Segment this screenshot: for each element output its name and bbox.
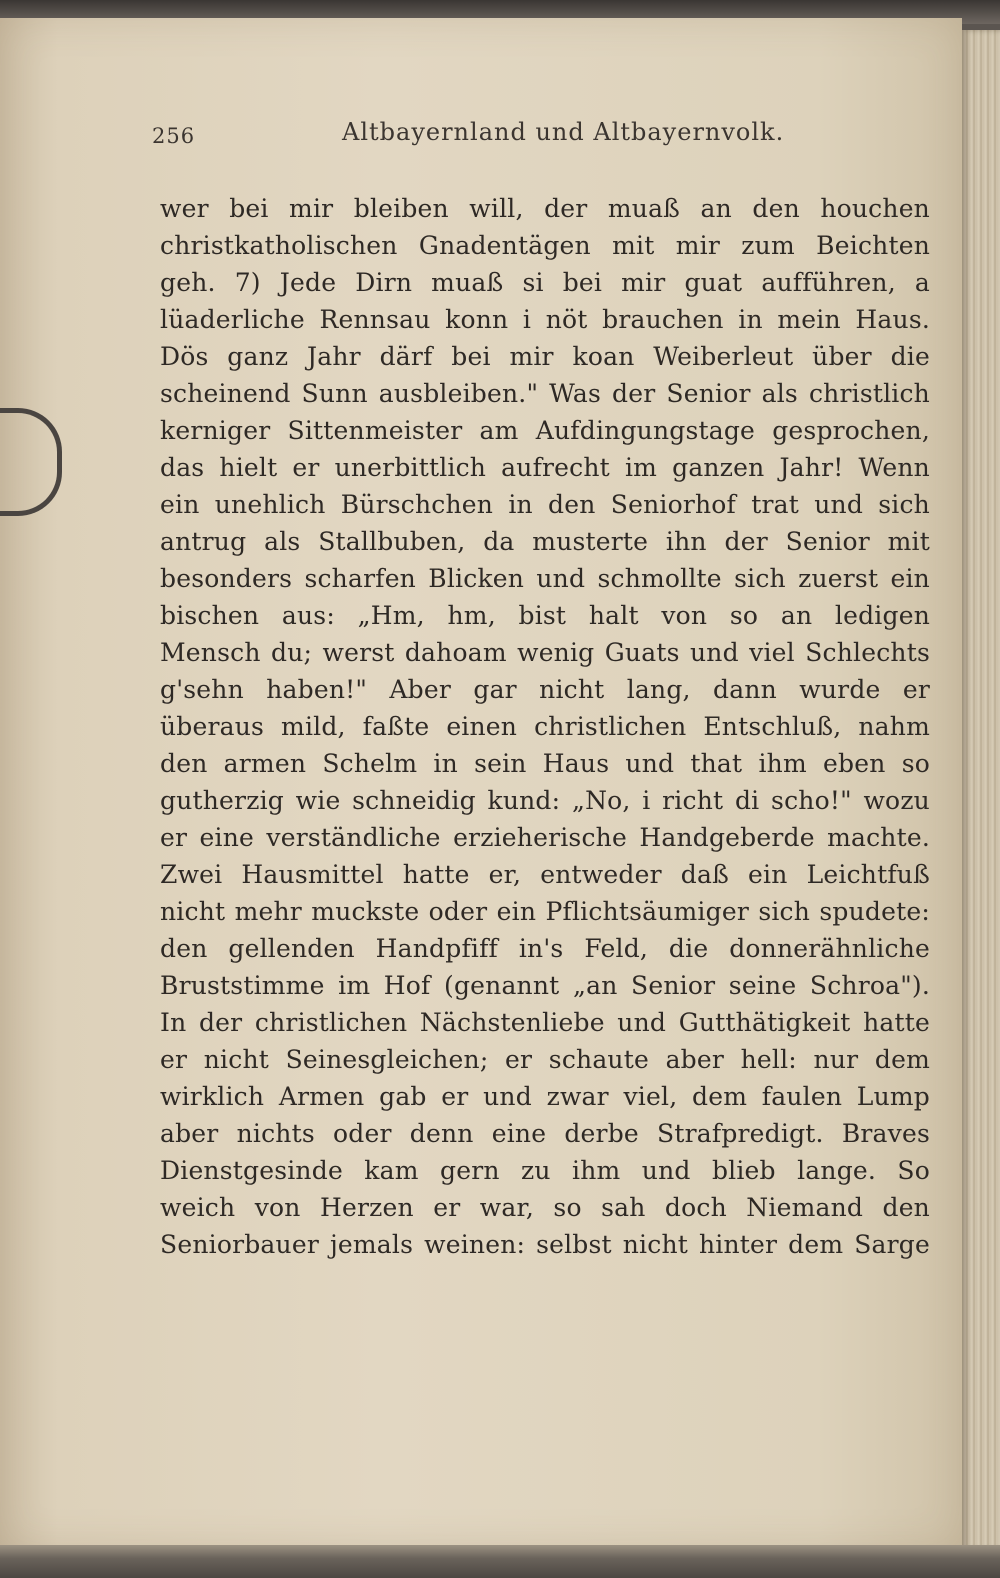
book-page-edges — [962, 30, 1000, 1550]
text-line: wer bei mir bleiben will, der muaß an den houchen — [160, 194, 930, 223]
text-line: den gellenden Handpfiff in's Feld, die donnerähnliche — [160, 934, 930, 963]
text-line: Dös ganz Jahr därf bei mir koan Weiberleut über die — [160, 342, 930, 371]
text-line: wirklich Armen gab er und zwar viel, dem faulen Lump — [160, 1082, 930, 1111]
text-line: nicht mehr muckste oder ein Pflichtsäumiger sich spudete: — [160, 897, 930, 926]
text-line: kerniger Sittenmeister am Aufdingungstage gesprochen, — [160, 416, 930, 445]
text-line: Dienstgesinde kam gern zu ihm und blieb lange. So — [160, 1156, 930, 1185]
text-line: gutherzig wie schneidig kund: „No, i richt di scho!" wozu — [160, 786, 930, 815]
text-line: antrug als Stallbuben, da musterte ihn der Senior mit — [160, 527, 930, 556]
running-head — [152, 118, 922, 154]
text-line: ein unehlich Bürschchen in den Seniorhof trat und sich — [160, 490, 930, 519]
text-line: scheinend Sunn ausbleiben." Was der Senior als christlich — [160, 379, 930, 408]
text-line: In der christlichen Nächstenliebe und Gutthätigkeit hatte — [160, 1008, 930, 1037]
text-line: christkatholischen Gnadentägen mit mir zum Beichten — [160, 231, 930, 260]
text-line: er eine verständliche erzieherische Handgeberde machte. — [160, 823, 930, 852]
text-line: weich von Herzen er war, so sah doch Niemand den — [160, 1193, 930, 1222]
text-line: den armen Schelm in sein Haus und that ihm eben so — [160, 749, 930, 778]
text-line: Bruststimme im Hof (genannt „an Senior seine Schroa"). — [160, 971, 930, 1000]
scan-bottom-edge — [0, 1545, 1000, 1578]
body-text — [160, 190, 930, 1263]
text-line: g'sehn haben!" Aber gar nicht lang, dann wurde er — [160, 675, 930, 704]
text-line: besonders scharfen Blicken und schmollte sich zuerst ein — [160, 564, 930, 593]
text-line: Mensch du; werst dahoam wenig Guats und viel Schlechts — [160, 638, 930, 667]
text-line: überaus mild, faßte einen christlichen Entschluß, nahm — [160, 712, 930, 741]
text-line: bischen aus: „Hm, hm, bist halt von so an ledigen — [160, 601, 930, 630]
text-line: Zwei Hausmittel hatte er, entweder daß ein Leichtfuß — [160, 860, 930, 889]
text-line: lüaderliche Rennsau konn i nöt brauchen in mein Haus. — [160, 305, 930, 334]
running-head-title: Altbayernland und Altbayernvolk. — [342, 118, 785, 146]
text-line: das hielt er unerbittlich aufrecht im ganzen Jahr! Wenn — [160, 453, 930, 482]
page-number: 256 — [152, 124, 196, 148]
text-line: er nicht Seinesgleichen; er schaute aber hell: nur dem — [160, 1045, 930, 1074]
text-line: geh. 7) Jede Dirn muaß si bei mir guat aufführen, a — [160, 268, 930, 297]
text-line: aber nichts oder denn eine derbe Strafpredigt. Braves — [160, 1119, 930, 1148]
text-line: Seniorbauer jemals weinen: selbst nicht hinter dem Sarge — [160, 1230, 930, 1259]
